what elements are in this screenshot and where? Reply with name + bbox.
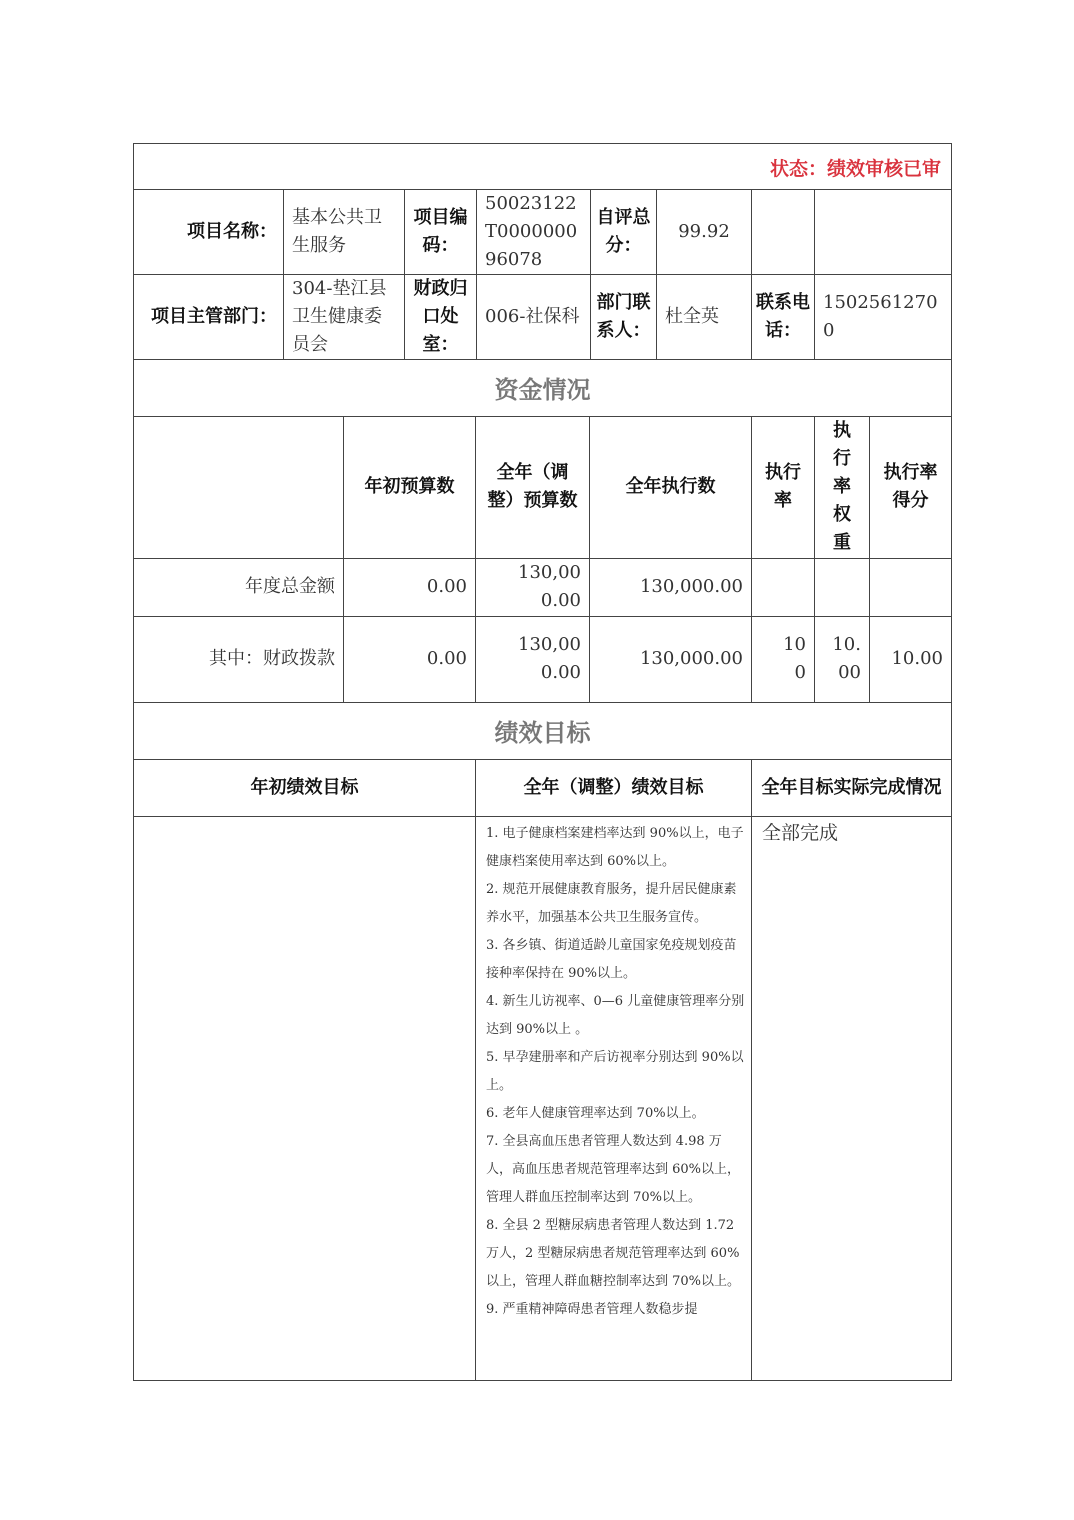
phone-value: 15025612700 — [823, 291, 938, 341]
project-code-value: 50023122T000000096078 — [477, 189, 591, 274]
initial-budget-value: 0.00 — [344, 616, 476, 702]
initial-goals-cell — [134, 816, 476, 1380]
contact-value: 杜全英 — [657, 274, 752, 359]
rate-value: 100 — [752, 616, 815, 702]
goal-item: 4. 新生儿访视率、0—6 儿童健康管理率分别达到 90%以上 。 — [486, 994, 745, 1037]
weight-value: 10.00 — [815, 616, 870, 702]
finance-office-value: 006-社保科 — [477, 274, 591, 359]
project-code-label: 项目编码： — [405, 189, 477, 274]
contact-label: 部门联系人： — [591, 274, 657, 359]
funds-header-row — [133, 416, 952, 559]
score-value — [870, 558, 951, 616]
status-label: 状态：绩效审核已审 — [769, 158, 941, 180]
project-name-value: 基本公共卫生服务 — [284, 189, 405, 274]
self-score-value: 99.92 — [657, 189, 752, 274]
empty-header-cell — [134, 416, 344, 558]
row-label: 其中：财政拨款 — [134, 616, 344, 702]
funds-row-total — [133, 558, 952, 617]
adjusted-goals-cell — [476, 816, 752, 1380]
adjusted-budget-value: 130,000.00 — [476, 616, 590, 702]
goal-item: 2. 规范开展健康教育服务，提升居民健康素养水平，加强基本公共卫生服务宣传。 — [486, 882, 737, 925]
performance-content-row — [133, 816, 952, 1381]
goal-item: 9. 严重精神障碍患者管理人数稳步提 — [486, 1302, 698, 1317]
funds-section-title: 资金情况 — [494, 376, 591, 404]
adjusted-goals-list — [486, 820, 745, 1324]
performance-header-row — [133, 759, 952, 817]
goal-item: 7. 全县高血压患者管理人数达到 4.98 万人，高血压患者规范管理率达到 60%以上，管理人群血压控制率达到 70%以上。 — [486, 1134, 741, 1205]
executed-value: 130,000.00 — [590, 558, 752, 616]
empty-cell — [815, 189, 951, 274]
adjusted-budget-value: 130,000.00 — [476, 558, 590, 616]
self-score-label: 自评总分： — [591, 189, 657, 274]
header-weight: 执行率权重 — [815, 416, 870, 558]
dept-value: 304-垫江县卫生健康委员会 — [284, 274, 405, 359]
funds-row-fiscal — [133, 616, 952, 703]
project-row-1 — [133, 189, 952, 275]
header-actual-completion: 全年目标实际完成情况 — [761, 776, 942, 798]
rate-value — [752, 558, 815, 616]
empty-cell — [752, 189, 815, 274]
performance-section-title: 绩效目标 — [494, 719, 591, 747]
header-initial-goals: 年初绩效目标 — [134, 759, 476, 816]
goal-item: 3. 各乡镇、街道适龄儿童国家免疫规划疫苗接种率保持在 90%以上。 — [486, 938, 737, 981]
score-value: 10.00 — [891, 648, 943, 669]
row-label: 年度总金额 — [134, 558, 344, 616]
actual-completion-text: 全部完成 — [762, 822, 839, 844]
goal-item: 1. 电子健康档案建档率达到 90%以上，电子健康档案使用率达到 60%以上。 — [486, 826, 744, 869]
initial-budget-value: 0.00 — [344, 558, 476, 616]
phone-label: 联系电话： — [752, 274, 815, 359]
header-executed: 全年执行数 — [590, 416, 752, 558]
header-adjusted-budget: 全年（调整）预算数 — [476, 416, 590, 558]
project-name-label: 项目名称： — [134, 189, 284, 274]
goal-item: 6. 老年人健康管理率达到 70%以上。 — [486, 1106, 705, 1121]
project-row-2 — [133, 274, 952, 360]
goal-item: 8. 全县 2 型糖尿病患者管理人数达到 1.72 万人，2 型糖尿病患者规范管理率达到 60%以上，管理人群血糖控制率达到 70%以上。 — [486, 1218, 741, 1289]
dept-label: 项目主管部门： — [134, 274, 284, 359]
finance-office-label: 财政归口处室： — [405, 274, 477, 359]
evaluation-form — [133, 143, 952, 1381]
header-rate: 执行率 — [752, 416, 815, 558]
header-score: 执行率得分 — [883, 462, 938, 511]
header-initial-budget: 年初预算数 — [344, 416, 476, 558]
header-adjusted-goals: 全年（调整）绩效目标 — [476, 759, 752, 816]
weight-value — [815, 558, 870, 616]
performance-section-row — [133, 702, 952, 760]
goal-item: 5. 早孕建册率和产后访视率分别达到 90%以上。 — [486, 1050, 744, 1093]
executed-value: 130,000.00 — [590, 616, 752, 702]
actual-completion-cell — [752, 816, 951, 1380]
status-row — [133, 143, 952, 190]
funds-section-row — [133, 359, 952, 417]
